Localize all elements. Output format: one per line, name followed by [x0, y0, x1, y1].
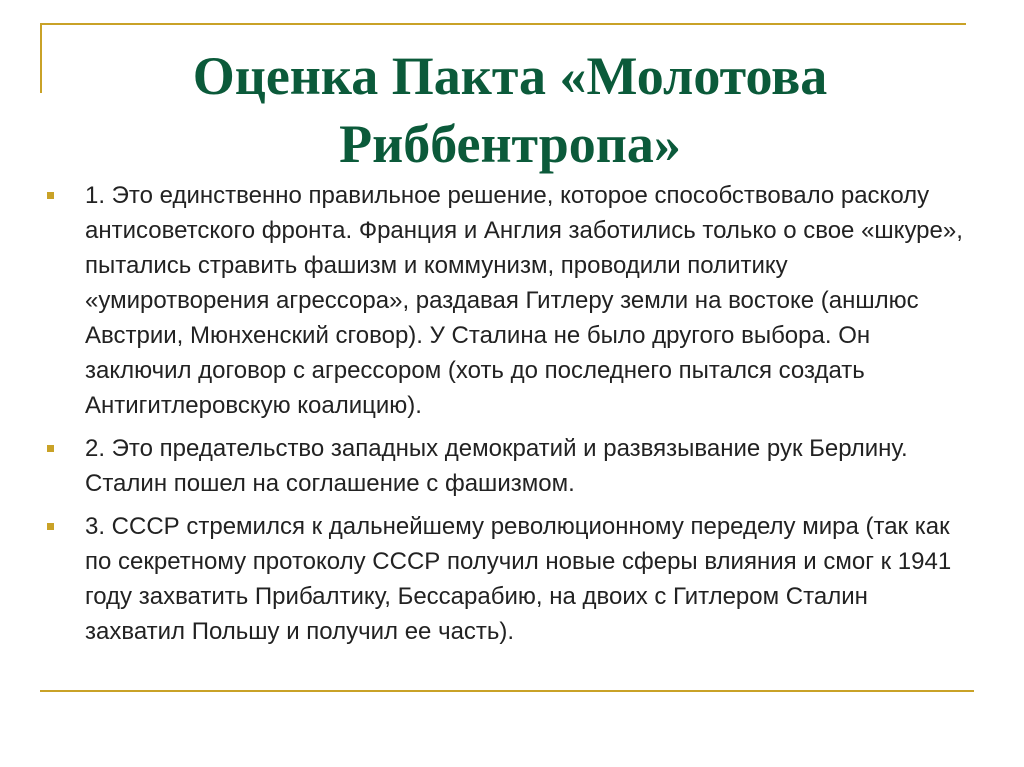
- bullet-square-icon: [47, 445, 54, 452]
- bullet-list: [43, 178, 973, 657]
- slide-title: [60, 42, 960, 178]
- bullet-text: 3. СССР стремился к дальнейшему революционному переделу мира (так как по секретному протоколу СССР получил новые сферы влияния и смог к 1941 году захватить Прибалтику, Бессарабию, на двоих с Гитлером Сталин захватил Польшу и получил ее часть).: [85, 513, 952, 645]
- slide-title-line-1: Оценка Пакта «Молотова: [192, 46, 828, 106]
- bullet-text: 2. Это предательство западных демократий и развязывание рук Берлину. Сталин пошел на соглашение с фашизмом.: [85, 435, 908, 497]
- slide-title-line-2: Риббентропа»: [339, 114, 681, 174]
- bullet-square-icon: [47, 523, 54, 530]
- bullet-item-3: [43, 509, 973, 649]
- frame-left-line: [40, 23, 42, 93]
- bullet-text: 1. Это единственно правильное решение, которое способствовало расколу антисоветского фронта. Франция и Англия заботились только о свое «шкуре», пытались стравить фашизм и коммунизм, проводили политику «умиротворения агрессора», раздавая Гитлеру земли на востоке (аншлюс Австрии, Мюнхенский сговор). У Сталина не было другого выбора. Он заключил договор с агрессором (хоть до последнего пытался создать Антигитлеровскую коалицию).: [85, 182, 963, 419]
- bullet-square-icon: [47, 192, 54, 199]
- bullet-item-1: [43, 178, 973, 423]
- bullet-item-2: [43, 431, 973, 501]
- frame-top-line: [40, 23, 966, 25]
- frame-bottom-line: [40, 690, 974, 692]
